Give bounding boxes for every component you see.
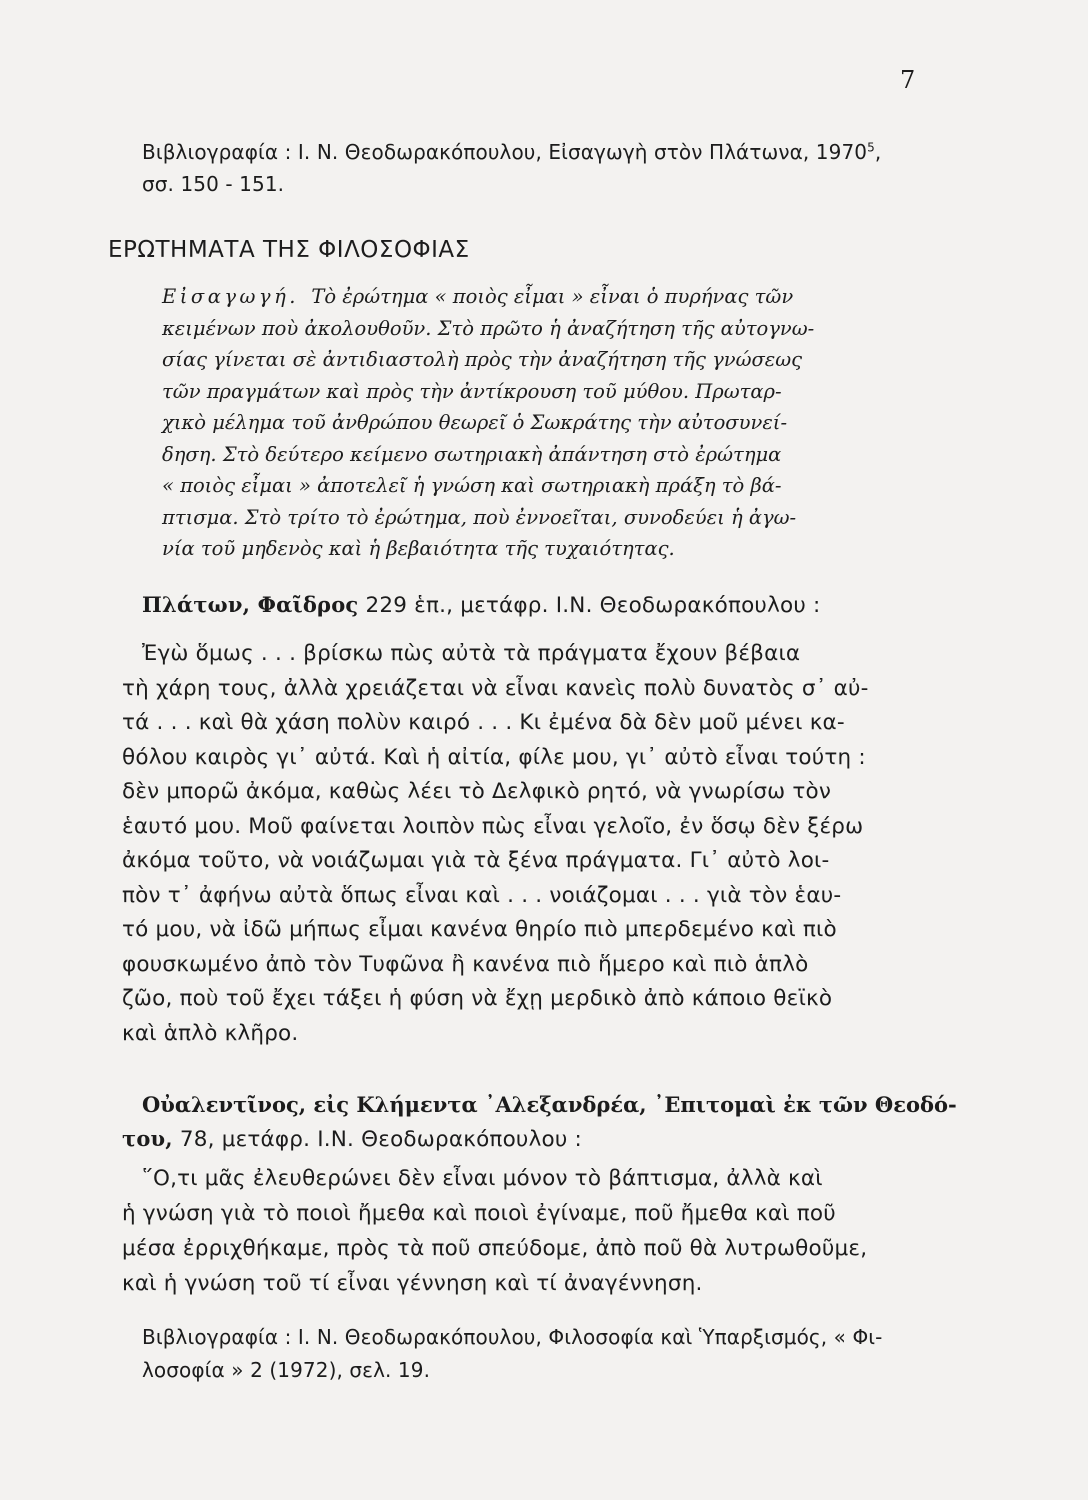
quote-line: θόλου καιρὸς γι᾿ αὐτά. Καὶ ἡ αἰτία, φίλε μου, γι᾿ αὐτὸ εἶναι τούτη : (122, 744, 866, 770)
valentinus-source-details: 78, μετάφρ. Ι.Ν. Θεοδωρακόπουλου : (172, 1127, 582, 1152)
valentinus-source-title-end: του, (122, 1126, 173, 1151)
page-number: 7 (900, 66, 916, 94)
quote-line: τά . . . καὶ θὰ χάση πολὺν καιρό . . . Κι ἐμένα δὰ δὲν μοῦ μένει κα- (122, 710, 845, 735)
quote-line: ἡ γνώση γιὰ τὸ ποιοὶ ἤμεθα καὶ ποιοὶ ἐγίναμε, ποῦ ἤμεθα καὶ ποῦ (122, 1201, 836, 1226)
plato-source-details: 229 ἑπ., μετάφρ. Ι.Ν. Θεοδωρακόπουλου : (358, 593, 821, 618)
section-heading: ΕΡΩΤΗΜΑΤΑ ΤΗΣ ΦΙΛΟΣΟΦΙΑΣ (108, 237, 470, 263)
bibliography-line: Βιβλιογραφία : Ι. Ν. Θεοδωρακόπουλου, Φιλοσοφία καὶ Ὑπαρξισμός, « Φι- (142, 1325, 883, 1349)
intro-line: χικὸ μέλημα τοῦ ἀνθρώπου θεωρεῖ ὁ Σωκράτης τὴν αὐτοσυνεί- (162, 411, 788, 434)
intro-line: « ποιὸς εἶμαι » ἀποτελεῖ ἡ γνώση καὶ σωτηριακὴ πράξη τὸ βά- (162, 474, 782, 497)
quote-line: ζῶο, ποὺ τοῦ ἔχει τάξει ἡ φύση νὰ ἔχῃ μερδικὸ ἀπὸ κάποιο θεϊκὸ (122, 986, 833, 1011)
edition-superscript: 5 (867, 140, 875, 155)
quote-line: καὶ ἁπλὸ κλῆρο. (122, 1020, 299, 1046)
bibliography-line: λοσοφία » 2 (1972), σελ. 19. (142, 1358, 431, 1382)
quote-line: ἀκόμα τοῦτο, νὰ νοιάζωμαι γιὰ τὰ ξένα πράγματα. Γι᾿ αὐτὸ λοι- (122, 848, 830, 873)
quote-line: καὶ ἡ γνώση τοῦ τί εἶναι γέννηση καὶ τί ἀναγέννηση. (122, 1271, 703, 1296)
valentinus-source-title: Οὐαλεντῖνος, εἰς Κλήμεντα ᾿Αλεξανδρέα, ᾿Επιτομαὶ ἐκ τῶν Θεοδό- (142, 1092, 957, 1117)
intro-label: Εἰσαγωγή. (162, 285, 299, 308)
bibliography-top (142, 140, 942, 196)
bibliography-line (142, 140, 942, 172)
quote-line: μέσα ἐρριχθήκαμε, πρὸς τὰ ποῦ σπεύδομε, ἀπὸ ποῦ θὰ λυτρωθοῦμε, (122, 1236, 868, 1261)
intro-line: κειμένων ποὺ ἀκολουθοῦν. Στὸ πρῶτο ἡ ἀναζήτηση τῆς αὐτογνω- (162, 316, 815, 340)
bibliography-line: σσ. 150 - 151. (142, 172, 285, 196)
bibliography-bottom (142, 1325, 942, 1382)
valentinus-quote (122, 1166, 942, 1306)
plato-source-title: Πλάτων, Φαῖδρος (142, 592, 359, 617)
quote-line: τό μου, νὰ ἰδῶ μήπως εἶμαι κανένα θηρίο πιὸ μπερδεμένο καὶ πιὸ (122, 917, 837, 942)
intro-line: τῶν πραγμάτων καὶ πρὸς τὴν ἀντίκρουση τοῦ μύθου. Πρωταρ- (162, 379, 782, 403)
valentinus-source (122, 1126, 942, 1166)
valentinus-section (122, 1092, 957, 1166)
introduction (162, 285, 942, 569)
plato-section (142, 592, 942, 642)
intro-text: Τὸ ἐρώτημα « ποιὸς εἶμαι » εἶναι ὁ πυρήνας τῶν (311, 285, 794, 308)
intro-line: σίας γίνεται σὲ ἀντιδιαστολὴ πρὸς τὴν ἀναζήτηση τῆς γνώσεως (162, 348, 803, 371)
plato-quote (122, 641, 942, 1055)
intro-line: πτισμα. Στὸ τρίτο τὸ ἐρώτημα, ποὺ ἐννοεῖται, συνοδεύει ἡ ἀγω- (162, 505, 797, 529)
quote-line: ῞Ο,τι μᾶς ἐλευθερώνει δὲν εἶναι μόνον τὸ βάπτισμα, ἀλλὰ καὶ (142, 1166, 823, 1191)
intro-line: δηση. Στὸ δεύτερο κείμενο σωτηριακὴ ἀπάντηση στὸ ἐρώτημα (162, 442, 782, 466)
quote-line: ἑαυτό μου. Μοῦ φαίνεται λοιπὸν πὼς εἶναι γελοῖο, ἐν ὅσῳ δὲν ξέρω (122, 813, 864, 839)
bibliography-text-end: , (874, 140, 882, 164)
quote-line: τὴ χάρη τους, ἀλλὰ χρειάζεται νὰ εἶναι κανεὶς πολὺ δυνατὸς σ᾿ αὐ- (122, 675, 869, 701)
bibliography-text: Βιβλιογραφία : Ι. Ν. Θεοδωρακόπουλου, Εἰσαγωγὴ στὸν Πλάτωνα, 1970 (142, 140, 868, 164)
plato-source (142, 592, 942, 642)
quote-line: Ἐγὼ ὅμως . . . βρίσκω πὼς αὐτὰ τὰ πράγματα ἔχουν βέβαια (142, 641, 801, 666)
quote-line: δὲν μπορῶ ἀκόμα, καθὼς λέει τὸ Δελφικὸ ρητό, νὰ γνωρίσω τὸν (122, 779, 832, 804)
intro-line (162, 285, 942, 317)
quote-line: πὸν τ᾿ ἀφήνω αὐτὰ ὅπως εἶναι καὶ . . . νοιάζομαι . . . γιὰ τὸν ἑαυ- (122, 882, 842, 908)
quote-line: φουσκωμένο ἀπὸ τὸν Τυφῶνα ἢ κανένα πιὸ ἥμερο καὶ πιὸ ἁπλὸ (122, 951, 809, 977)
intro-line: νία τοῦ μηδενὸς καὶ ἡ βεβαιότητα τῆς τυχαιότητας. (162, 537, 675, 560)
